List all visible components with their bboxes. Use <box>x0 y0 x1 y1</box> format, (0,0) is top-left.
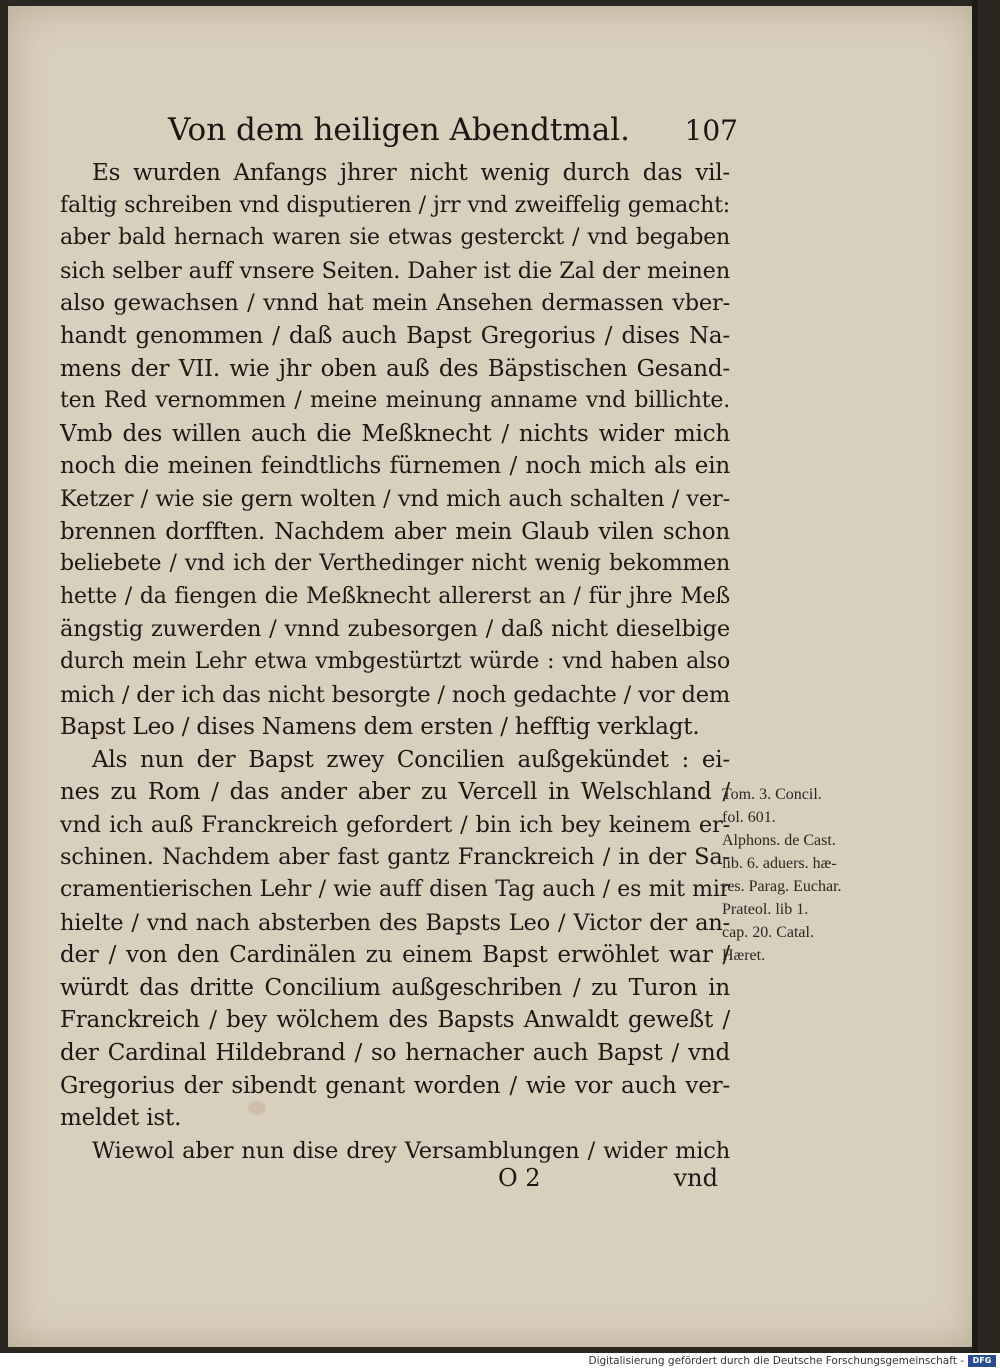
marginal-note-line: fol. 601. <box>722 809 776 826</box>
marginal-note-line: lib. 6. aduers. hæ- <box>722 855 837 872</box>
catchword: vnd <box>673 1164 718 1192</box>
text-line: ängstig zuwerden / vnnd zubesorgen / daß nicht dieselbige <box>60 616 730 643</box>
page-number: 107 <box>684 114 738 147</box>
funding-credit: Digitalisierung gefördert durch die Deutsche Forschungsgemeinschaft - <box>588 1355 964 1367</box>
text-line: Ketzer / wie sie gern wolten / vnd mich auch schalten / ver- <box>60 485 730 512</box>
text-line: nes zu Rom / das ander aber zu Vercell in Welschland / <box>60 779 730 806</box>
text-line: Als nun der Bapst zwey Concilien außgekündet : ei- <box>92 746 730 773</box>
text-line: Es wurden Anfangs jhrer nicht wenig durch das vil- <box>92 160 730 186</box>
digitization-footer <box>0 1353 1000 1370</box>
text-line: Wiewol aber nun dise drey Versamblungen / wider mich <box>92 1137 730 1164</box>
text-line: beliebete / vnd ich der Verthedinger nicht wenig bekommen <box>60 551 730 577</box>
signature-mark: O 2 <box>498 1164 541 1192</box>
text-line: handt genommen / daß auch Bapst Gregorius / dises Na- <box>60 322 730 349</box>
body-text <box>60 157 730 1167</box>
page-edge-shadow <box>972 0 978 1353</box>
text-line: der Cardinal Hildebrand / so hernacher auch Bapst / vnd <box>60 1040 730 1067</box>
text-line: Bapst Leo / dises Namens dem ersten / hefftig verklagt. <box>60 714 700 741</box>
text-line: durch mein Lehr etwa vmbgestürtzt würde : vnd haben also <box>60 648 730 674</box>
marginal-note-line: Prateol. lib 1. <box>722 901 809 918</box>
text-line: hette / da fiengen die Meßknecht allererst an / für jhre Meß <box>60 583 730 609</box>
marginal-note-line: cap. 20. Catal. <box>722 924 814 941</box>
running-title: Von dem heiligen Abendtmal. <box>168 112 631 148</box>
text-line: vnd ich auß Franckreich gefordert / bin ich bey keinem er- <box>60 811 730 838</box>
text-line: schinen. Nachdem aber fast gantz Franckreich / in der Sa- <box>60 844 730 871</box>
text-line: brennen dorfften. Nachdem aber mein Glaub vilen schon <box>60 518 730 545</box>
text-line: mens der VII. wie jhr oben auß des Bäpstischen Gesand- <box>60 355 730 382</box>
text-line: also gewachsen / vnnd hat mein Ansehen dermassen vber- <box>60 290 730 317</box>
marginal-note-line: Alphons. de Cast. <box>722 832 836 849</box>
text-line: cramentierischen Lehr / wie auff disen Tag auch / es mit mir <box>60 877 730 903</box>
text-line: noch die meinen feindtlichs fürnemen / noch mich als ein <box>60 453 730 480</box>
text-line: würdt das dritte Concilium außgeschriben / zu Turon in <box>60 974 730 1001</box>
marginal-note-line: res. Parag. Euchar. <box>722 878 842 895</box>
text-line: hielte / vnd nach absterben des Bapsts Leo / Victor der an- <box>60 909 730 936</box>
marginal-note-line: Tom. 3. Concil. <box>722 786 822 803</box>
text-line: meldet ist. <box>60 1105 182 1132</box>
running-head <box>148 112 738 152</box>
text-line: aber bald hernach waren sie etwas gesterckt / vnd begaben <box>60 225 730 251</box>
marginal-notes <box>722 783 882 967</box>
text-line: Franckreich / bey wölchem des Bapsts Anwaldt geweßt / <box>60 1007 730 1034</box>
page-foot <box>60 1164 718 1198</box>
dfg-logo-icon[interactable]: DFG <box>968 1355 996 1367</box>
text-line: der / von den Cardinälen zu einem Bapst erwöhlet war / <box>60 942 730 969</box>
marginal-note-line: Hæret. <box>722 947 766 964</box>
text-line: Gregorius der sibendt genant worden / wie vor auch ver- <box>60 1072 730 1099</box>
text-line: ten Red vernommen / meine meinung anname vnd billichte. <box>60 388 730 414</box>
text-line: faltig schreiben vnd disputieren / jrr vnd zweiffelig gemacht: <box>60 192 730 218</box>
text-line: Vmb des willen auch die Meßknecht / nichts wider mich <box>60 420 730 447</box>
text-line: mich / der ich das nicht besorgte / noch gedachte / vor dem <box>60 681 730 708</box>
text-line: sich selber auff vnsere Seiten. Daher ist die Zal der meinen <box>60 257 730 284</box>
